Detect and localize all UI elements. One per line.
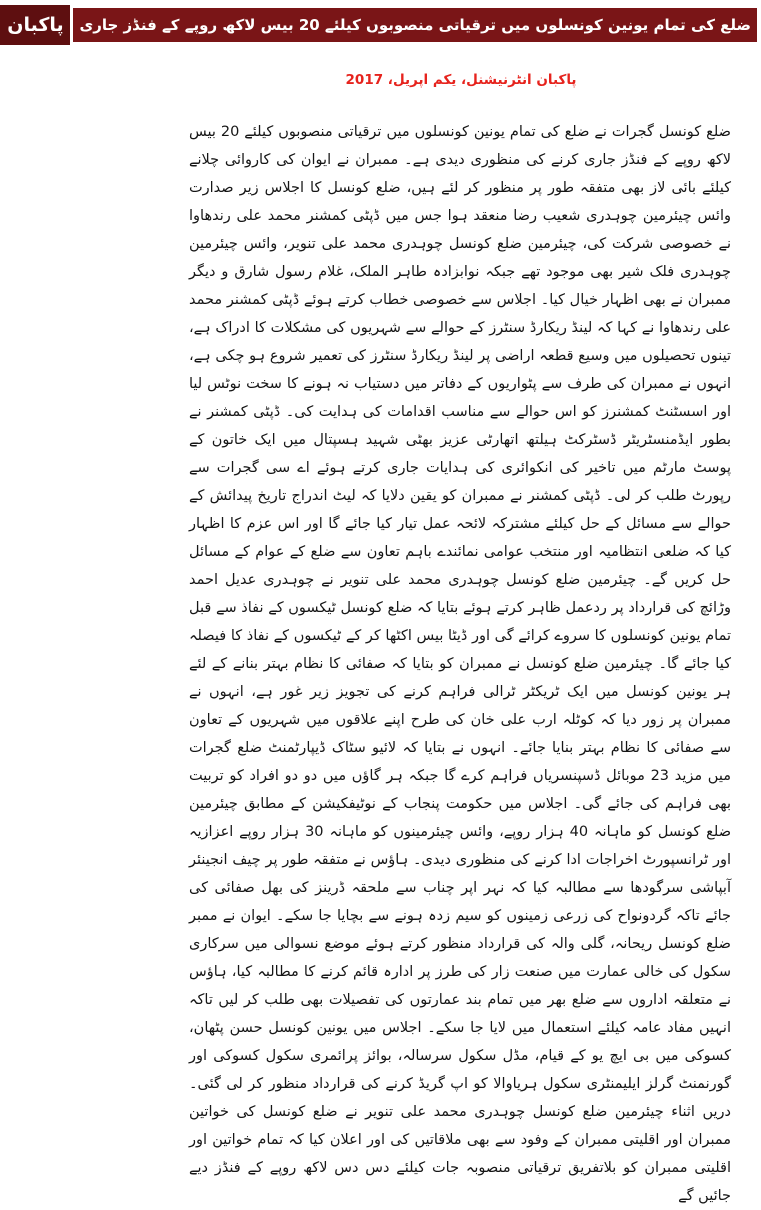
article-paragraph: ضلع کونسل گجرات نے ضلع کی تمام یونین کونسلوں میں ترقیاتی منصوبوں کیلئے 20 بیس لاکھ روپے کے فنڈز جاری کرنے کی منظوری دیدی ہے۔ ممبران نے ایوان کی کاروائی چلانے کیلئے بائی لاز بھی متفقہ طور پر منظور کر لئے ہیں، ضلع کونسل کا اجلاس زیر صدارت وائس چیئرمین چوہدری شعیب رضا منعقد ہوا جس میں ڈپٹی کمشنر محمد علی رندھاوا نے خصوصی شرکت کی، چیئرمین ضلع کونسل چوہدری محمد علی تنویر، وائس چیئرمین چوہدری فلک شیر بھی موجود تھے جبکہ نوابزادہ طاہر الملک، غلام رسول شارق و دیگر ممبران نے بھی اظہار خیال کیا۔ اجلاس سے خصوصی خطاب کرتے ہوئے ڈپٹی کمشنر محمد علی رندھاوا نے کہا کہ لینڈ ریکارڈ سنٹرز کے حوالے سے شہریوں کی مشکلات کا ادراک ہے، تینوں تحصیلوں میں وسیع قطعہ اراضی پر لینڈ ریکارڈ سنٹرز کی تعمیر شروع ہو چکی ہے، انہوں نے ممبران کی طرف سے پٹواریوں کے دفاتر میں دستیاب نہ ہونے کا سخت نوٹس لیا اور اسسٹنٹ کمشنرز کو اس حوالے سے مناسب اقدامات کی ہدایت کی۔ ڈپٹی کمشنر نے بطور ایڈمنسٹریٹر ڈسٹرکٹ ہیلتھ اتھارٹی عزیز بھٹی شہید ہسپتال میں ایک خاتون کے پوسٹ مارٹم میں تاخیر کی انکوائری کی ہدایات جاری کرتے ہوئے اے سی گجرات سے رپورٹ طلب کر لی۔ ڈپٹی کمشنر نے ممبران کو یقین دلایا کہ لیٹ اندراج تاریخ پیدائش کے حوالے سے مسائل کے حل کیلئے مشترکہ لائحہ عمل تیار کیا جائے گا اور اس عزم کا اظہار کیا کہ ضلعی انتظامیہ اور منتخب عوامی نمائندے باہم تعاون سے ضلع کے عوام کے مسائل حل کریں گے۔ چیئرمین ضلع کونسل چوہدری محمد علی تنویر نے چوہدری عدیل احمد وڑائچ کی قرارداد پر ردعمل ظاہر کرتے ہوئے بتایا کہ ضلع کونسل ٹیکسوں کے نفاذ سے قبل تمام یونین کونسلوں کا سروے کرائے گی اور ڈیٹا بیس اکٹھا کر کے ٹیکسوں کے نفاذ کا فیصلہ کیا جائے گا۔ چیئرمین ضلع کونسل نے ممبران کو بتایا کہ صفائی کا نظام بہتر بنانے کے لئے ہر یونین کونسل میں ایک ٹریکٹر ٹرالی فراہم کرنے کی تجویز زیر غور ہے، انہوں نے ممبران پر زور دیا کہ کوٹلہ ارب علی خان کی طرح اپنے علاقوں میں شہریوں کے تعاون سے صفائی کا نظام بہتر بنایا جائے۔ انہوں نے بتایا کہ لائیو سٹاک ڈیپارٹمنٹ ضلع گجرات میں مزید 23 موبائل ڈسپنسریاں فراہم کرے گا جبکہ ہر گاؤں میں دو دو افراد کو تربیت بھی فراہم کی جائے گی۔ اجلاس میں حکومت پنجاب کے نوٹیفکیشن کے مطابق چیئرمین ضلع کونسل کو ماہانہ 40 ہزار روپے، وائس چیئرمینوں کو ماہانہ 30 ہزار روپے اعزازیہ اور ٹرانسپورٹ اخراجات ادا کرنے کی منظوری دیدی۔ ہاؤس نے متفقہ طور پر چیف انجینئر آبپاشی سرگودھا سے مطالبہ کیا کہ نہر اپر چناب سے ملحقہ ڈرینز کی بھل صفائی کی جائے تاکہ گردونواح کی زرعی زمینوں کو سیم زدہ ہونے سے بچایا جا سکے۔ ایوان نے ممبر ضلع کونسل ریحانہ، گلی والہ کی قرارداد منظور کرتے ہوئے موضع نسوالی میں سرکاری سکول کی خالی عمارت میں صنعت زار کی طرز پر ادارہ قائم کرنے کا مطالبہ کیا، ہاؤس نے متعلقہ اداروں سے ضلع بھر میں تمام بند عمارتوں کی تفصیلات بھی طلب کر لیں تاکہ انہیں مفاد عامہ کیلئے استعمال میں لایا جا سکے۔ اجلاس میں یونین کونسل حسن پٹھان، کسوکی میں بی ایچ یو کے قیام، مڈل سکول سرسالہ، بوائز پرائمری سکول کسوکی اور گورنمنٹ گرلز ایلیمنٹری سکول ہریاوالا کو اپ گریڈ کرنے کی قرارداد منظور کر لی گئی۔ دریں اثناء چیئرمین ضلع کونسل چوہدری محمد علی تنویر نے ضلع کونسل کی خواتین ممبران اور اقلیتی ممبران کے وفود سے بھی ملاقاتیں کی اور اعلان کیا کہ تمام خواتین اور اقلیتی ممبران کو بلاتفریق ترقیاتی منصوبہ جات کیلئے دس دس لاکھ روپے کے فنڈز دیے جائیں گے [189,124,732,1204]
article-body [189,118,732,1204]
masthead [7,5,757,45]
headline-bar [73,8,757,42]
newspaper-page [7,0,761,1204]
dateline: پاکبان انٹرنیشنل، یکم اپریل، 2017 [345,72,577,88]
publication-logo [0,5,70,45]
headline-text: ضلع کی تمام یونین کونسلوں میں ترقیاتی منصوبوں کیلئے 20 بیس لاکھ روپے کے فنڈز جاری [79,16,751,34]
publication-logo-text: پاکبان [7,14,64,36]
